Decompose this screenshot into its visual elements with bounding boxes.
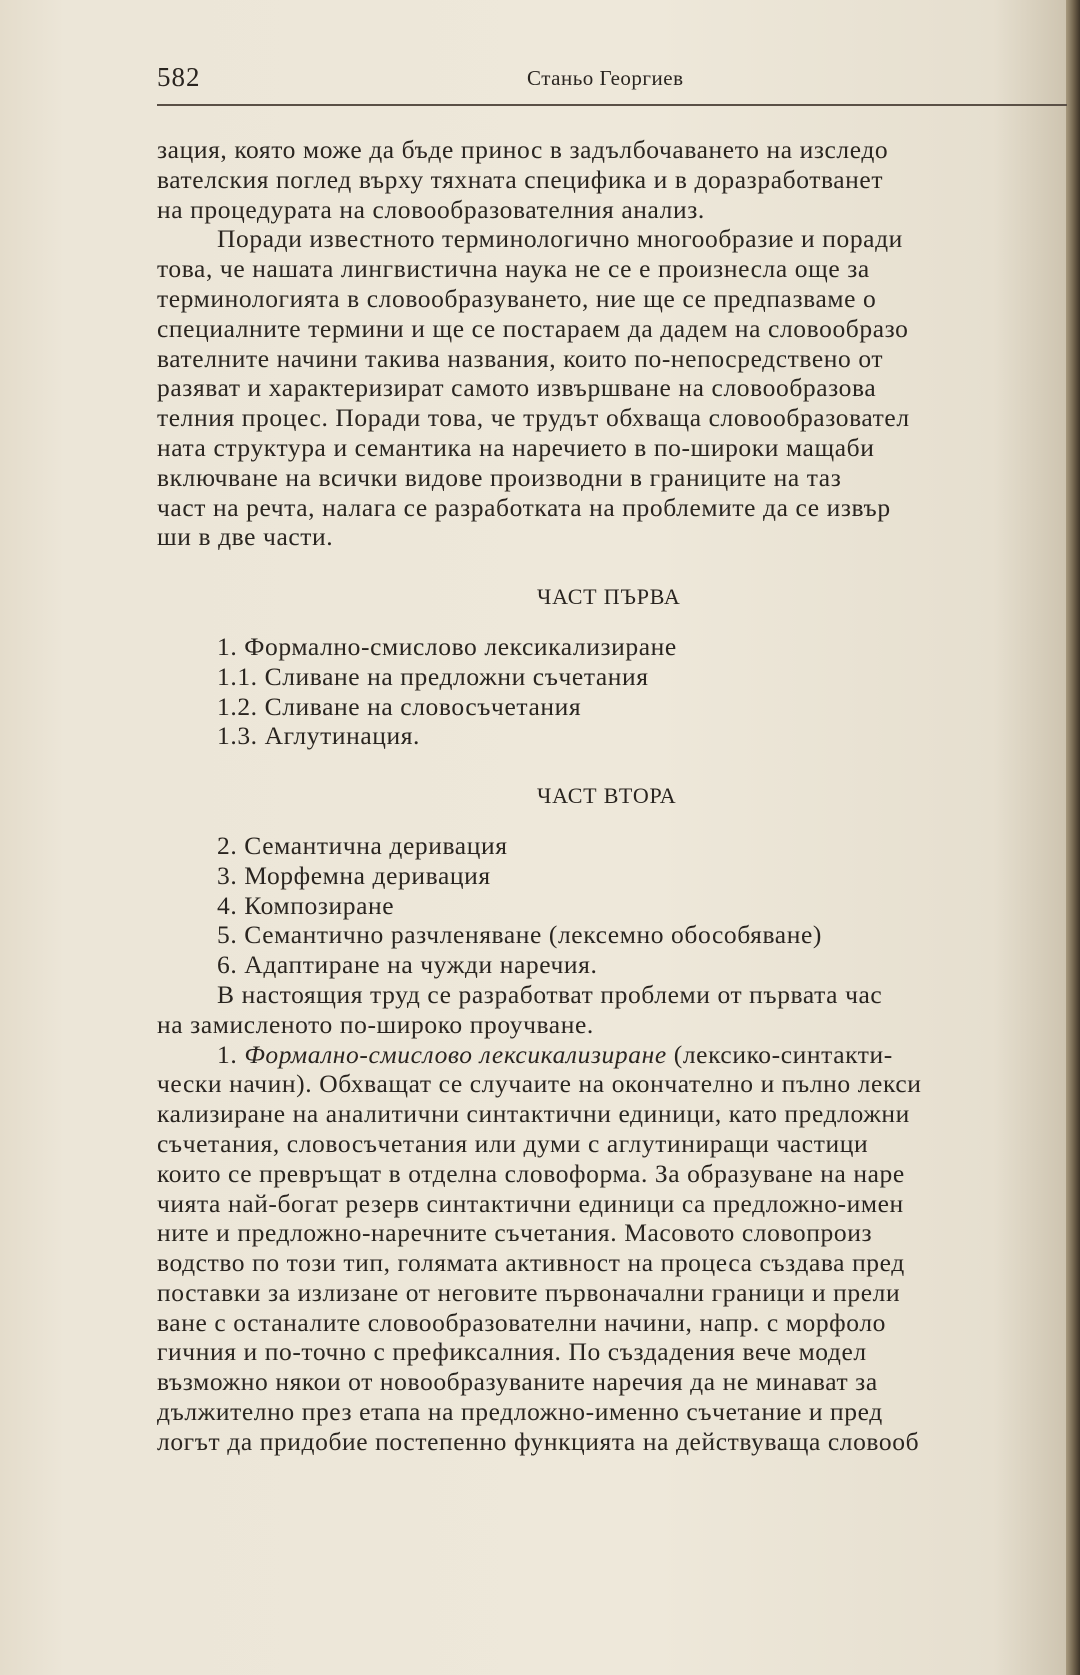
text-line: Поради известното терминологично многообразие и поради	[217, 224, 903, 254]
part-one-outline	[157, 632, 1067, 751]
text-line: част на речта, налага се разработката на проблемите да се извър	[157, 492, 891, 522]
text-line: ните и предложно-наречните съчетания. Масовото словопроиз	[157, 1218, 873, 1248]
text-line: дължително през етапа на предложно-именно съчетание и пред	[157, 1397, 883, 1427]
outline-item: 4. Композиране	[217, 890, 395, 920]
page-number: 582	[157, 62, 201, 92]
text-line: водство по този тип, голямата активност на процеса създава пред	[157, 1248, 905, 1278]
part-two-outline	[157, 831, 1067, 980]
text-line: В настоящия труд се разработват проблеми от първата час	[217, 979, 883, 1009]
text-line: вателните начини такива названия, които по-непосредствено от	[157, 343, 884, 373]
page-header	[157, 60, 1067, 100]
outline-item: 1.1. Сливане на предложни съчетания	[217, 661, 649, 691]
section-heading-part-one: ЧАСТ ПЪРВА	[537, 584, 681, 610]
text-line: зация, която може да бъде принос в задълбочаването на изследо	[157, 135, 889, 164]
text-line: включване на всички видове производни в границите на таз	[157, 462, 842, 492]
paragraph-3	[157, 980, 1067, 1040]
book-spine-edge	[1066, 0, 1080, 1675]
running-title: Станьо Георгиев	[527, 66, 684, 90]
text-line: които се превръщат в отделна словоформа. За образуване на наре	[157, 1158, 905, 1188]
paragraph-1	[157, 135, 1067, 224]
text-line: възможно някои от новообразуваните наречия да не минават за	[157, 1367, 878, 1397]
outline-item: 2. Семантична деривация	[217, 830, 508, 860]
text-line: телния процес. Поради това, че трудът обхваща словообразовател	[157, 403, 910, 433]
text-line: ната структура и семантика на наречието в по-широки мащаби	[157, 432, 875, 462]
section-heading-part-two: ЧАСТ ВТОРА	[537, 783, 677, 809]
text-line: специалните термини и ще се постараем да дадем на словообразо	[157, 313, 909, 343]
outline-item: 3. Морфемна деривация	[217, 860, 491, 890]
text-line-first	[157, 1040, 1067, 1070]
outline-item: 1. Формално-смислово лексикализиране	[217, 631, 677, 661]
text-line: вателския поглед върху тяхната специфика и в доразработванет	[157, 164, 884, 194]
paragraph-4	[157, 1040, 1067, 1457]
outline-item: 5. Семантично разчленяване (лексемно обособяване)	[217, 920, 822, 950]
text-line: съчетания, словосъчетания или думи с аглутиниращи частици	[157, 1128, 869, 1158]
text-line: разяват и характеризират самото извършване на словообразова	[157, 373, 877, 403]
text-line: ши в две части.	[157, 522, 334, 552]
text-line: чески начин). Обхващат се случаите на окончателно и пълно лекси	[157, 1069, 922, 1099]
text-line: чията най-богат резерв синтактични единици са предложно-имен	[157, 1188, 904, 1218]
text-line: на процедурата на словообразователния анализ.	[157, 194, 705, 224]
text-line: терминологията в словообразуването, ние ще се предпазваме о	[157, 283, 877, 313]
text-line: логът да придобие постепенно функцията на действуваща словооб	[157, 1426, 920, 1456]
text-line: гичния и по-точно с префиксалния. По създадения вече модел	[157, 1337, 867, 1367]
text-line: това, че нашата лингвистична наука не се е произнесла още за	[157, 254, 870, 284]
header-rule	[157, 104, 1067, 106]
body-text	[157, 135, 1067, 1457]
text-line: на замисленото по-широко проучване.	[157, 1009, 594, 1039]
outline-item: 1.2. Сливане на словосъчетания	[217, 691, 582, 721]
italic-term: Формално-смислово лексикализиране	[244, 1039, 667, 1069]
text-line: поставки за излизане от неговите първоначални граници и прели	[157, 1277, 901, 1307]
first-line-rest: (лексико-синтакти-	[666, 1039, 893, 1069]
outline-item: 6. Адаптиране на чужди наречия.	[217, 950, 598, 980]
paragraph-number: 1.	[217, 1039, 238, 1069]
paragraph-2	[157, 224, 1067, 552]
text-line: кализиране на аналитични синтактични единици, като предложни	[157, 1099, 910, 1129]
text-line: ване с останалите словообразователни начини, напр. с морфоло	[157, 1307, 886, 1337]
outline-item: 1.3. Аглутинация.	[217, 721, 421, 751]
